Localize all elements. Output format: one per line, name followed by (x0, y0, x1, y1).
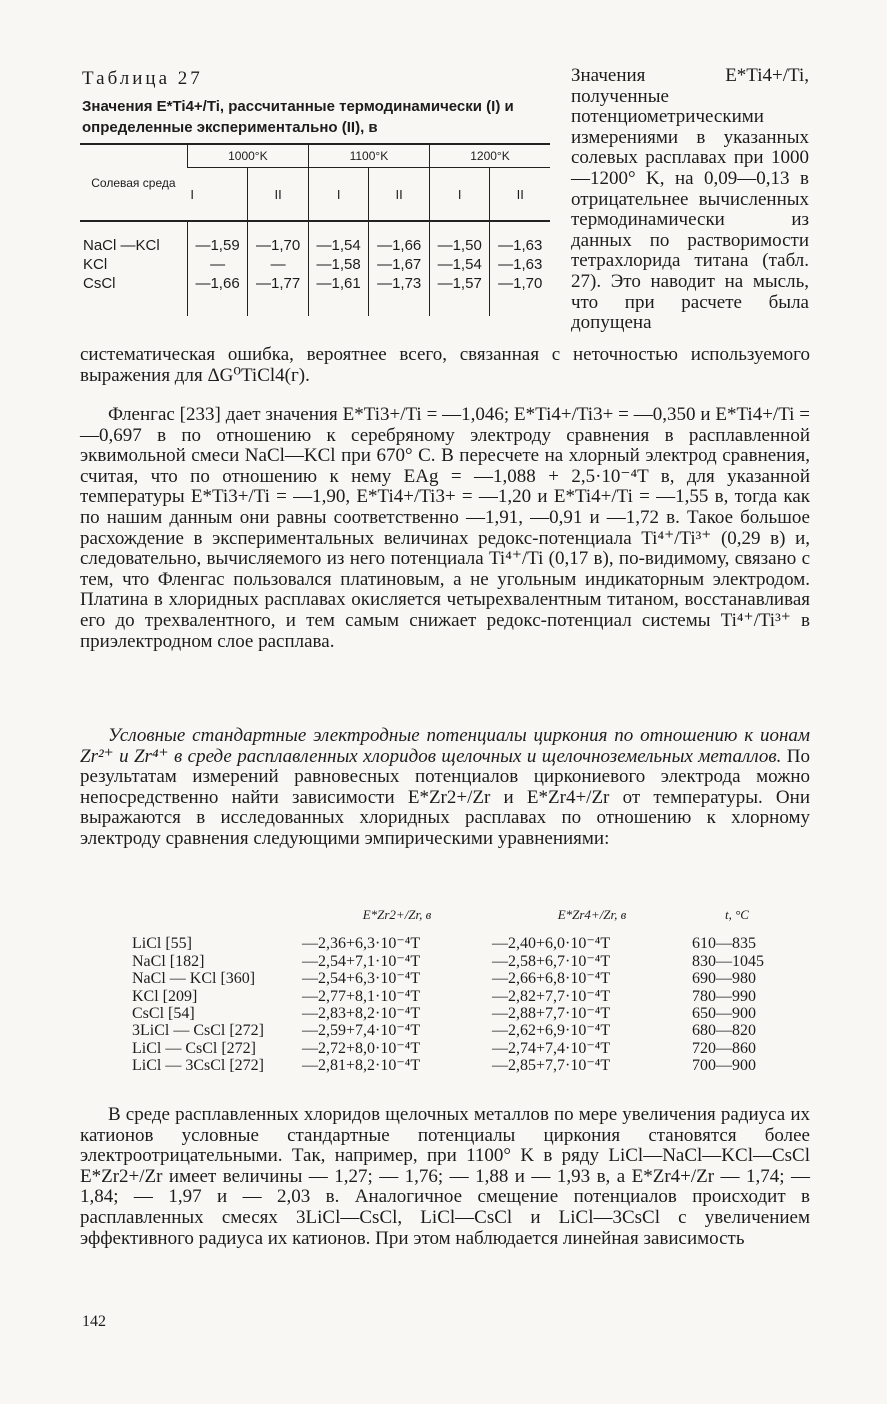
eq-env: KCl [209] (132, 987, 198, 1005)
eq-zr2: —2,77+8,1·10⁻⁴T (302, 987, 421, 1005)
eq-zr4: —2,85+7,7·10⁻⁴T (492, 1057, 611, 1075)
paragraph-1: систематическая ошибка, вероятнее всего, связанная с неточностью используемого выражения для ΔG⁰TiCl4(г). (80, 344, 810, 386)
eq-temp: 690—980 (692, 970, 756, 988)
temp-header: 1100°K (308, 144, 429, 168)
eq-env: CsCl [54] (132, 1005, 195, 1023)
eq-env: LiCl [55] (132, 935, 192, 953)
eq-zr2: —2,59+7,4·10⁻⁴T (302, 1022, 421, 1040)
sub-header: I (190, 186, 194, 202)
eq-temp: 680—820 (692, 1022, 756, 1040)
value-cell: —1,63 (490, 221, 550, 255)
value-cell: —1,70 (248, 221, 309, 255)
env-cell: CsCl (83, 275, 116, 292)
sub-header: II (248, 168, 309, 222)
eq-header: E*Zr4+/Zr, в (557, 907, 627, 922)
value-cell: —1,66 (369, 221, 430, 255)
table-title: Значения E*Ti4+/Ti, рассчитанные термодинамически (I) и определенные экспериментально (II), в (82, 98, 514, 136)
eq-temp: 610—835 (692, 935, 756, 953)
eq-zr2: —2,83+8,2·10⁻⁴T (302, 1005, 421, 1023)
sub-header: I (308, 168, 369, 222)
paragraph-3 (80, 726, 810, 850)
eq-zr4: —2,82+7,7·10⁻⁴T (492, 987, 611, 1005)
eq-zr2: —2,81+8,2·10⁻⁴T (302, 1057, 421, 1075)
eq-temp: 650—900 (692, 1005, 756, 1023)
value-cell: —1,63 (490, 255, 550, 274)
eq-zr4: —2,40+6,0·10⁻⁴T (492, 935, 611, 953)
table-27 (80, 143, 550, 316)
value-cell: —1,70 (490, 274, 550, 316)
eq-row (132, 1022, 782, 1039)
side-column-text: Значения E*Ti4+/Ti, полученные потенциометрическими измерениями в указанных солевых расплавах при 1000—1200° K, на 0,09—0,13 в отрицательнее вычисленных термодинамически из данных по растворимости тетрахлорида титана (табл. 27). Это наводит на мысль, что при расчете была допущена (571, 65, 809, 334)
eq-row (132, 1040, 782, 1057)
table-row (80, 255, 550, 274)
eq-row (132, 970, 782, 987)
eq-zr2: —2,54+6,3·10⁻⁴T (302, 970, 421, 988)
eq-zr2: —2,54+7,1·10⁻⁴T (302, 952, 421, 970)
env-cell: NaCl —KCl (80, 221, 187, 255)
eq-temp: 720—860 (692, 1039, 756, 1057)
value-cell: — (248, 255, 309, 274)
eq-header: E*Zr2+/Zr, в (362, 907, 432, 922)
table-row (80, 221, 550, 255)
value-cell: —1,59 (187, 221, 248, 255)
temp-header: 1000°K (187, 144, 308, 168)
value-cell: —1,66 (187, 274, 248, 316)
value-cell: —1,77 (248, 274, 309, 316)
eq-zr4: —2,66+6,8·10⁻⁴T (492, 970, 611, 988)
eq-env: LiCl — 3CsCl [272] (132, 1057, 265, 1075)
table-row (80, 274, 550, 316)
table-caption: Таблица 27 (82, 68, 203, 89)
eq-temp: 830—1045 (692, 952, 764, 970)
sub-header: II (369, 168, 430, 222)
eq-zr4: —2,74+7,4·10⁻⁴T (492, 1039, 611, 1057)
eq-row (132, 953, 782, 970)
eq-env: NaCl — KCl [360] (132, 970, 256, 988)
temp-header: 1200°K (429, 144, 550, 168)
paragraph-3-text: По результатам измерений равновесных потенциалов циркониевого электрода можно непосредственно найти зависимости E*Zr2+/Zr и E*Zr4+/Zr от температуры. Они выражаются в исследованных хлоридных расплавах по отношению к хлорному электроду сравнения следующими эмпирическими уравнениями: (80, 745, 810, 849)
paragraph-3-italic: Условные стандартные электродные потенциалы циркония по отношению к ионам Zr²⁺ и Zr⁴⁺ в среде расплавленных хлоридов щелочных и щелочноземельных металлов. (80, 725, 810, 767)
eq-env: LiCl — CsCl [272] (132, 1039, 257, 1057)
sub-header: I (429, 168, 490, 222)
eq-zr2: —2,72+8,0·10⁻⁴T (302, 1039, 421, 1057)
value-cell: —1,50 (429, 221, 490, 255)
eq-env: 3LiCl — CsCl [272] (132, 1022, 265, 1040)
value-cell: —1,58 (308, 255, 369, 274)
eq-row (132, 988, 782, 1005)
value-cell: —1,73 (369, 274, 430, 316)
eq-header: t, °C (725, 907, 749, 922)
value-cell: —1,61 (308, 274, 369, 316)
value-cell: — (187, 255, 248, 274)
paragraph-2: Фленгас [233] дает значения E*Ti3+/Ti = —1,046; E*Ti4+/Ti3+ = —0,350 и E*Ti4+/Ti = —0,697 в по отношению к серебряному электроду сравнения в расплавленной эквимольной смеси NaCl—KCl при 670° C. В пересчете на хлорный электрод сравнения, считая, что по отношению к нему EAg = —1,088 + 2,5·10⁻⁴T в, для указанной температуры E*Ti3+/Ti = —1,90, E*Ti4+/Ti3+ = —1,20 и E*Ti4+/Ti = —1,55 в, тогда как по нашим данным они равны соответственно —1,91, —0,91 и —1,72 в. Такое большое расхождение в экспериментальных величинах редокс-потенциала Ti⁴⁺/Ti³⁺ (0,29 в) и, следовательно, вычисляемого из него потенциала Ti⁴⁺/Ti (0,17 в), по-видимому, связано с тем, что Фленгас пользовался платиновым, а не угольным индикаторным электродом. Платина в хлоридных расплавах окисляется четырехвалентным титаном, восстанавливая его до трехвалентного, и тем самым снижает редокс-потенциал системы Ti⁴⁺/Ti³⁺ в приэлектродном слое расплава. (80, 404, 810, 652)
eq-row (132, 935, 782, 952)
page-number: 142 (82, 1313, 106, 1330)
eq-temp: 780—990 (692, 987, 756, 1005)
eq-zr4: —2,62+6,9·10⁻⁴T (492, 1022, 611, 1040)
env-header: Солевая среда (80, 144, 187, 221)
eq-zr4: —2,58+6,7·10⁻⁴T (492, 952, 611, 970)
eq-row (132, 1005, 782, 1022)
paragraph-4: В среде расплавленных хлоридов щелочных металлов по мере увеличения радиуса их катионов условные стандартные потенциалы циркония становятся более электроотрицательными. Так, например, при 1100° K в ряду LiCl—NaCl—KCl—CsCl E*Zr2+/Zr имеет величины — 1,27; — 1,76; — 1,88 и — 1,93 в, а E*Zr4+/Zr — 1,74; — 1,84; — 1,97 и — 2,03 в. Аналогичное смещение потенциалов происходит в расплавленных смесях 3LiCl—CsCl, LiCl—CsCl и LiCl—3CsCl с увеличением эффективного радиуса их катионов. При этом наблюдается линейная зависимость (80, 1104, 810, 1249)
sub-header: II (490, 168, 550, 222)
eq-zr2: —2,36+6,3·10⁻⁴T (302, 935, 421, 953)
eq-temp: 700—900 (692, 1057, 756, 1075)
value-cell: —1,67 (369, 255, 430, 274)
eq-zr4: —2,88+7,7·10⁻⁴T (492, 1005, 611, 1023)
env-cell: KCl (83, 256, 108, 273)
equations-table (132, 905, 782, 1075)
value-cell: —1,54 (429, 255, 490, 274)
value-cell: —1,54 (308, 221, 369, 255)
value-cell: —1,57 (429, 274, 490, 316)
eq-row (132, 1057, 782, 1074)
eq-env: NaCl [182] (132, 952, 205, 970)
